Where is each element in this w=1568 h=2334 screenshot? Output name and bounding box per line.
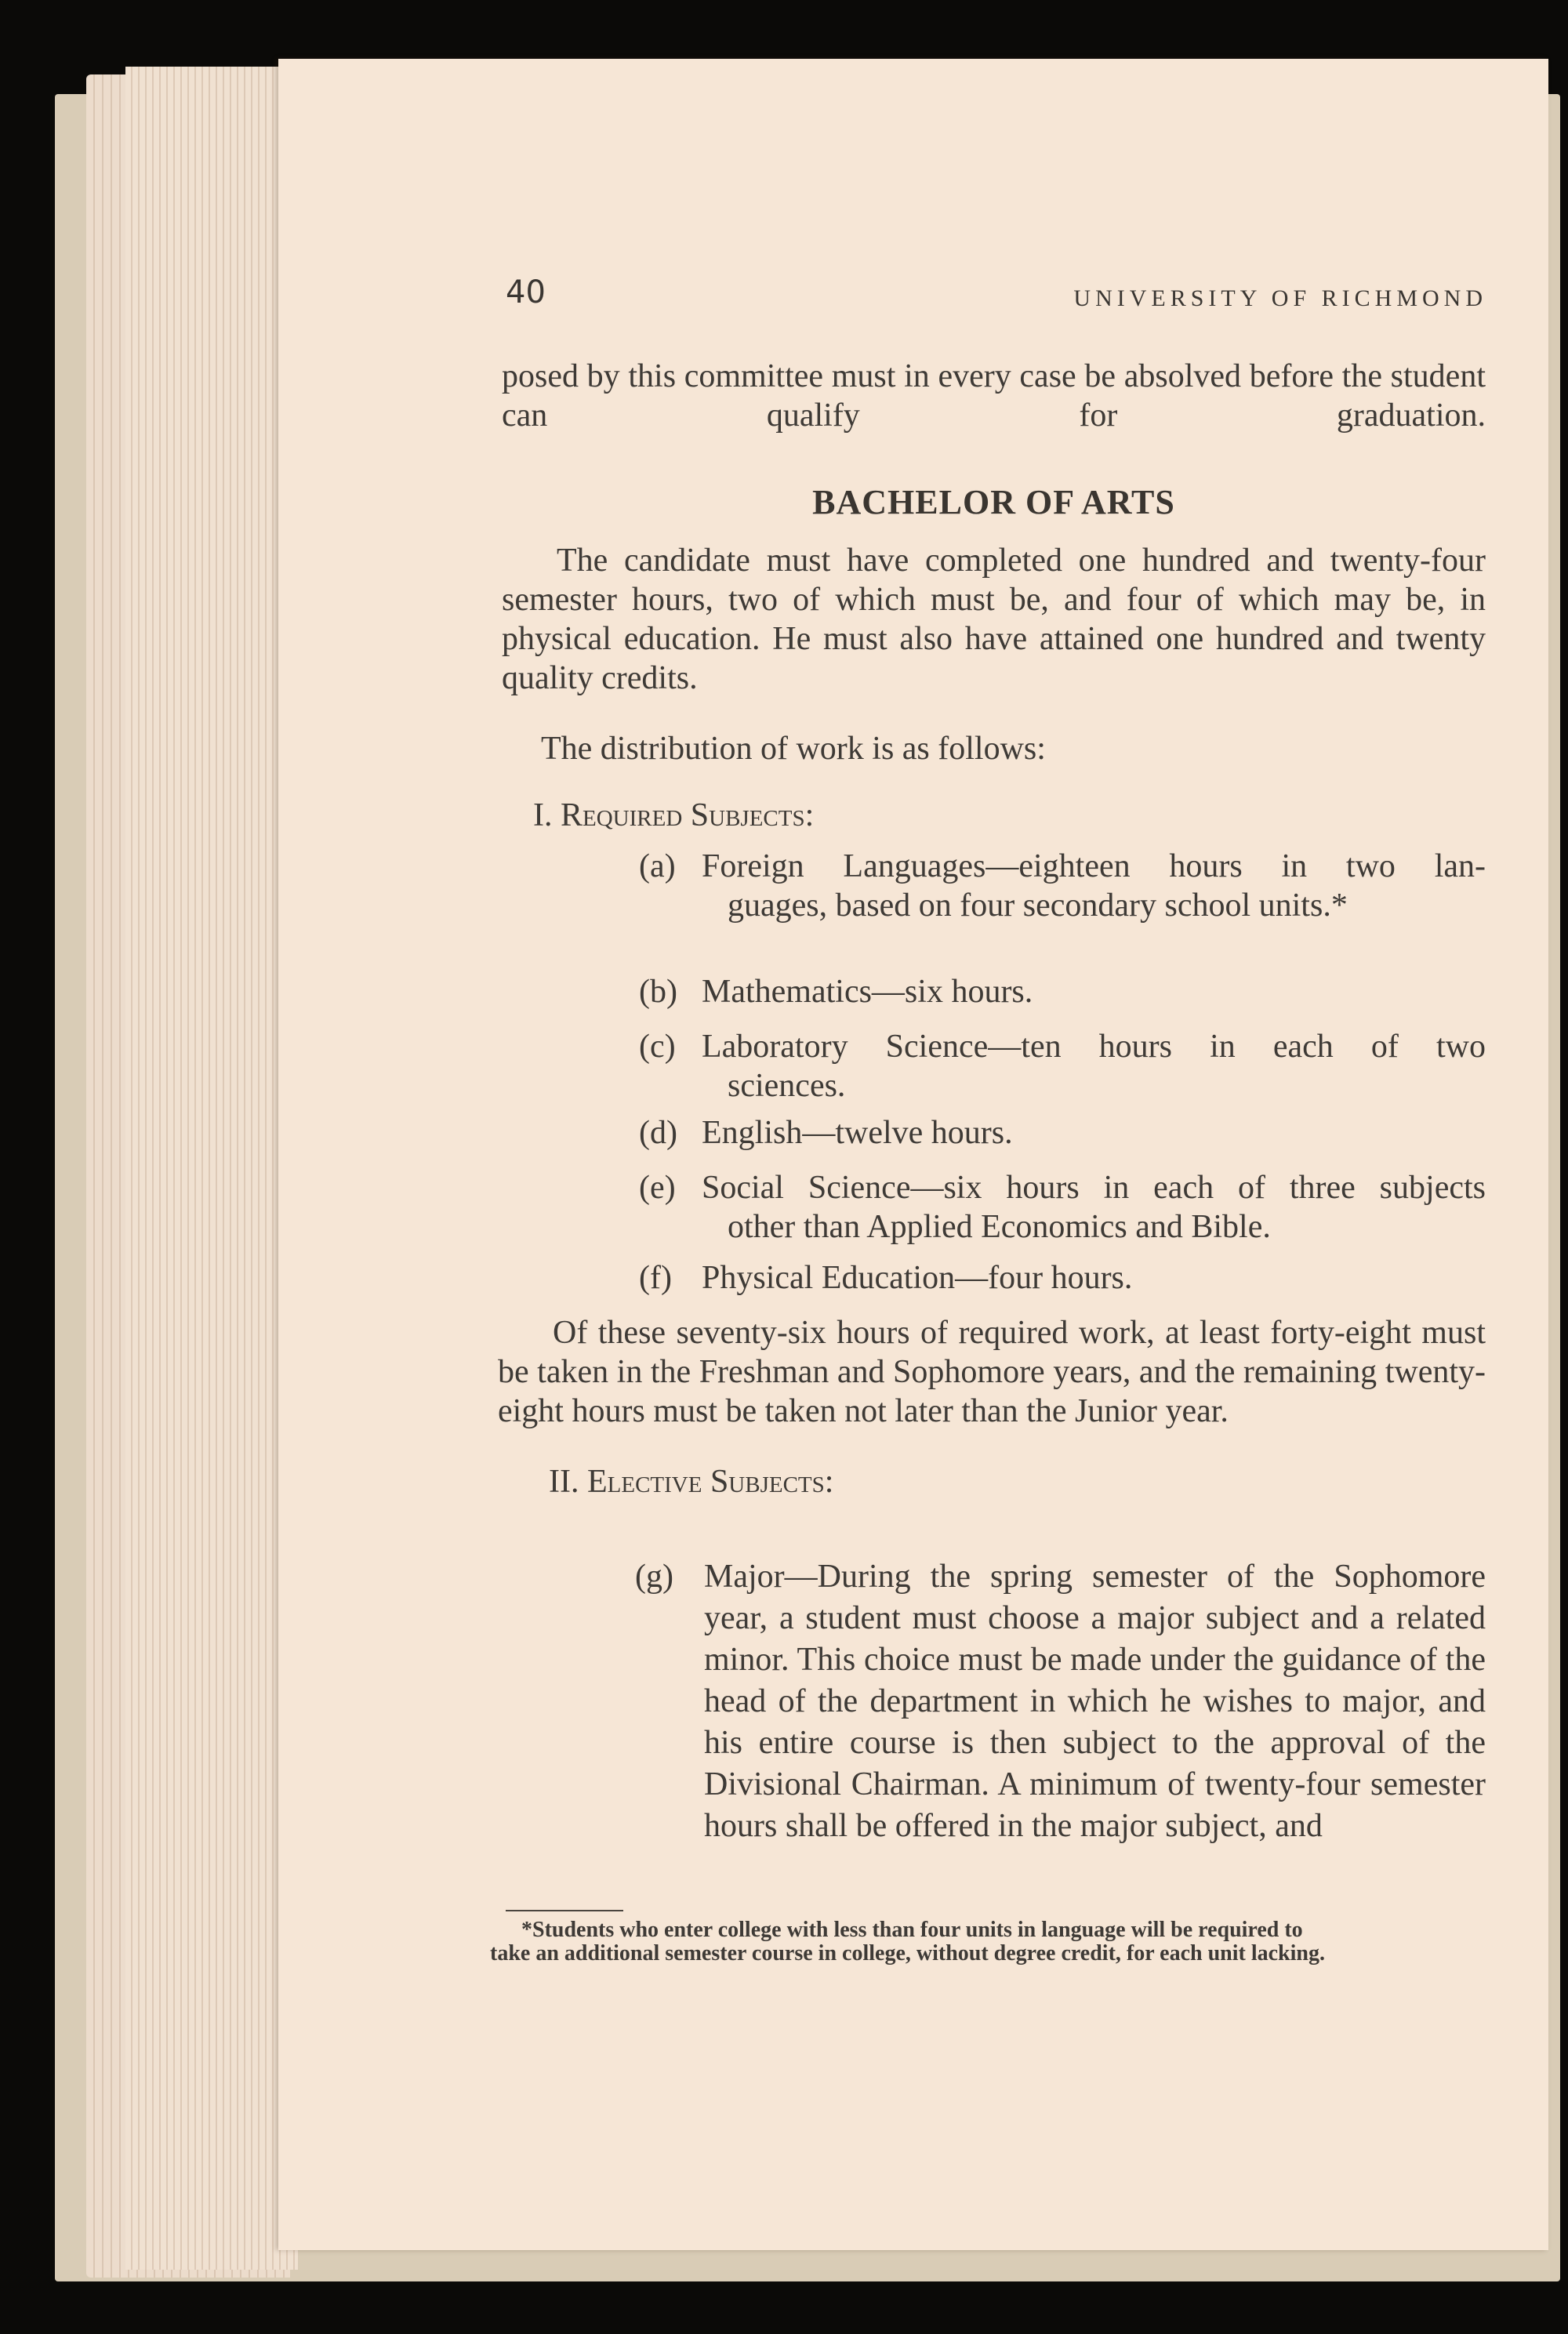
item-text: Physical Education—four hours. [702,1260,1133,1296]
item-text: English—twelve hours. [702,1115,1013,1151]
item-continuation: guages, based on four secondary school units.* [728,888,1348,924]
elective-numeral: II. [549,1464,579,1500]
page-edges-inner [125,67,298,2270]
required-title: Required Subjects: [561,797,815,833]
item-text: Mathematics—six hours. [702,974,1033,1010]
item-text: Social Science—six hours in each of three subjects [702,1170,1486,1206]
footnote [490,1918,1486,1966]
list-item [639,1168,1486,1247]
list-item [639,847,1486,925]
item-text: Major—During the spring semester of the Sophomore year, a student must choose a major subject and a related minor. This choice must be made under the guidance of the head of the department in which he wishes to major, and his entire course is then subject to the approval of the Divisional Chairman. A minimum of twenty-four semester hours shall be offered in the major subject, and [704,1559,1486,1844]
footnote-divider [506,1910,623,1911]
page-number: 40 [506,274,546,310]
section-heading: BACHELOR OF ARTS [812,483,1175,521]
item-label: (f) [639,1260,672,1296]
item-label: (g) [635,1559,673,1595]
item-text: Foreign Languages—eighteen hours in two lan- [702,848,1486,884]
required-hours-paragraph: Of these seventy-six hours of required work, at least forty-eight must be taken in the Freshman and Sophomore years, and the remaining twenty-eight hours must be taken not later than the Junior year. [498,1315,1486,1429]
item-text: Laboratory Science—ten hours in each of two [702,1029,1486,1065]
list-item-major [635,1556,1486,1847]
item-label: (b) [639,974,677,1010]
distribution-paragraph: The distribution of work is as follows: [541,731,1046,767]
list-item [639,1258,1486,1298]
elective-subjects-heading [549,1462,833,1501]
elective-title: Elective Subjects: [586,1464,834,1500]
item-label: (a) [639,848,676,884]
list-item [639,1113,1486,1152]
item-continuation: other than Applied Economics and Bible. [728,1209,1271,1245]
list-item [639,972,1486,1011]
intro-paragraph: posed by this committee must in every case be absolved before the student can qualify for graduation. [502,358,1486,434]
item-label: (c) [639,1029,676,1065]
item-label: (e) [639,1170,676,1206]
required-numeral: I. [533,797,553,833]
running-title: UNIVERSITY OF RICHMOND [1073,285,1487,311]
book-page [278,59,1548,2250]
running-head [278,274,1548,321]
list-item [639,1027,1486,1105]
footnote-line-1: *Students who enter college with less than four units in language will be required to [521,1918,1303,1942]
item-continuation: sciences. [728,1068,846,1104]
required-subjects-heading [533,796,814,835]
footnote-line-2: take an additional semester course in college, without degree credit, for each unit lacking. [490,1941,1325,1966]
requirements-paragraph: The candidate must have completed one hundred and twenty-four semester hours, two of which must be, and four of which may be, in physical education. He must also have attained one hundred and twenty quality credits. [502,543,1486,696]
item-label: (d) [639,1115,677,1151]
